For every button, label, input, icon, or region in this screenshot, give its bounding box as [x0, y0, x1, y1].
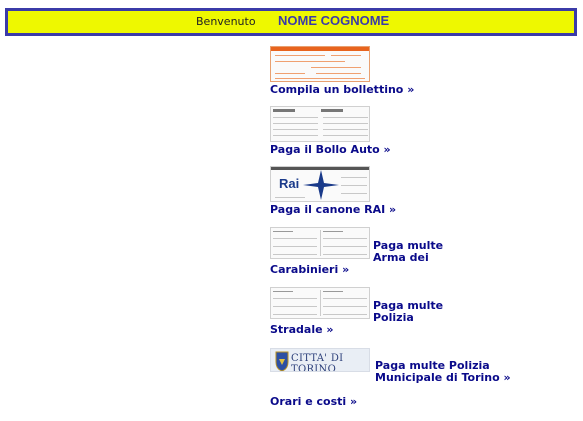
multe-torino-link-line2[interactable]: Municipale di Torino »	[375, 371, 511, 384]
multe-carabinieri-link-line1[interactable]: Paga multe	[373, 239, 444, 252]
multe-polizia-link-line2[interactable]: Polizia	[373, 311, 414, 324]
bollo-auto-link[interactable]: Paga il Bollo Auto »	[270, 143, 391, 156]
canone-rai-thumbnail[interactable]	[270, 166, 370, 202]
compila-bollettino-link[interactable]: Compila un bollettino »	[270, 83, 415, 96]
welcome-label: Benvenuto	[196, 15, 256, 28]
bollo-auto-thumbnail[interactable]	[270, 106, 370, 142]
canone-rai-link[interactable]: Paga il canone RAI »	[270, 203, 397, 216]
bollettino-thumbnail[interactable]	[270, 46, 370, 82]
multe-polizia-link-line3[interactable]: Stradale »	[270, 323, 334, 336]
rai-logo: Rai	[279, 176, 300, 191]
rai-star-icon	[301, 168, 341, 202]
citta-di-torino-text: CITTA' DI TORINO	[291, 353, 344, 372]
welcome-header	[5, 8, 577, 36]
orari-costi-link[interactable]: Orari e costi »	[270, 395, 358, 408]
multe-torino-link-line1[interactable]: Paga multe Polizia	[375, 359, 490, 372]
user-name: NOME COGNOME	[278, 13, 390, 28]
multe-carabinieri-link-line2[interactable]: Arma dei	[373, 251, 429, 264]
torino-crest-icon	[274, 350, 290, 372]
multe-polizia-thumbnail[interactable]	[270, 287, 370, 319]
citta-di-torino-logo[interactable]	[270, 348, 370, 372]
multe-polizia-link-line1[interactable]: Paga multe	[373, 299, 444, 312]
multe-carabinieri-link-line3[interactable]: Carabinieri »	[270, 263, 350, 276]
multe-carabinieri-thumbnail[interactable]	[270, 227, 370, 259]
